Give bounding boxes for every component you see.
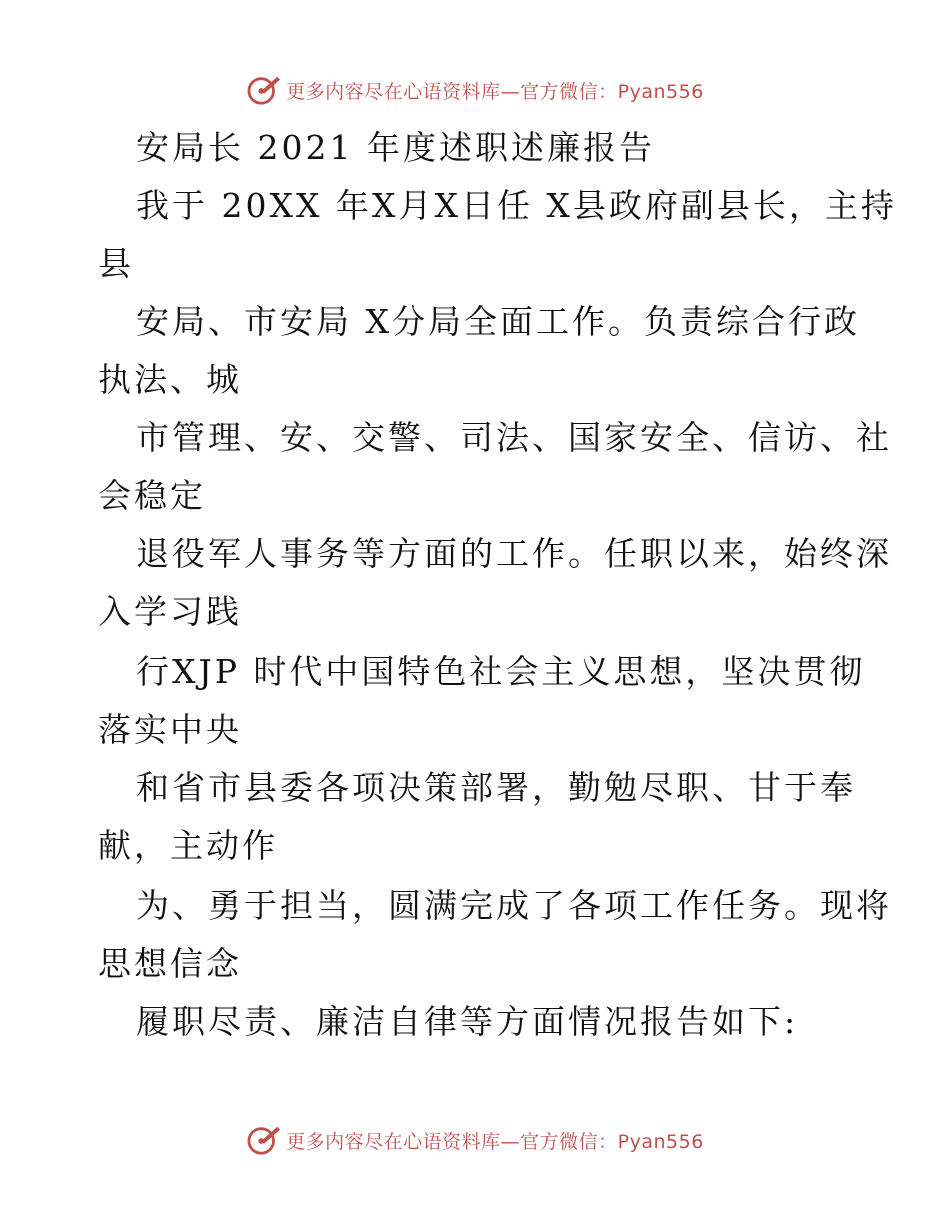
doc-title: 安局长 2021 年度述职述廉报告 xyxy=(136,128,655,167)
paragraph-line: 献，主动作 xyxy=(98,826,278,865)
paragraph-line: 我于 20XX 年X月X日任 X县政府副县长，主持 xyxy=(136,186,897,225)
paragraph-line: 安局、市安局 X分局全面工作。负责综合行政 xyxy=(136,302,860,341)
paragraph-line: 入学习践 xyxy=(98,592,242,631)
paragraph-line: 退役军人事务等方面的工作。任职以来，始终深 xyxy=(136,534,892,573)
paragraph-line: 和省市县委各项决策部署，勤勉尽职、甘于奉 xyxy=(136,768,856,807)
banner-text: 更多内容尽在心语资料库—官方微信：Pyan556 xyxy=(286,1130,704,1153)
paragraph-line: 行XJP 时代中国特色社会主义思想，坚决贯彻 xyxy=(136,652,866,691)
banner-text: 更多内容尽在心语资料库—官方微信：Pyan556 xyxy=(286,80,704,103)
footer-banner xyxy=(0,1120,950,1160)
paragraph-line: 履职尽责、廉洁自律等方面情况报告如下: xyxy=(136,1002,799,1041)
paragraph-line: 落实中央 xyxy=(98,710,242,749)
paragraph-line: 为、勇于担当，圆满完成了各项工作任务。现将 xyxy=(136,886,892,925)
paragraph-line: 县 xyxy=(98,244,134,283)
paragraph-line: 执法、城 xyxy=(98,360,242,399)
pen-nib-circle-icon xyxy=(246,1123,284,1157)
header-banner xyxy=(0,70,950,110)
paragraph-line: 市管理、安、交警、司法、国家安全、信访、社 xyxy=(136,418,892,457)
paragraph-line: 思想信念 xyxy=(98,944,242,983)
paragraph-line: 会稳定 xyxy=(98,476,206,515)
pen-nib-circle-icon xyxy=(246,73,284,107)
